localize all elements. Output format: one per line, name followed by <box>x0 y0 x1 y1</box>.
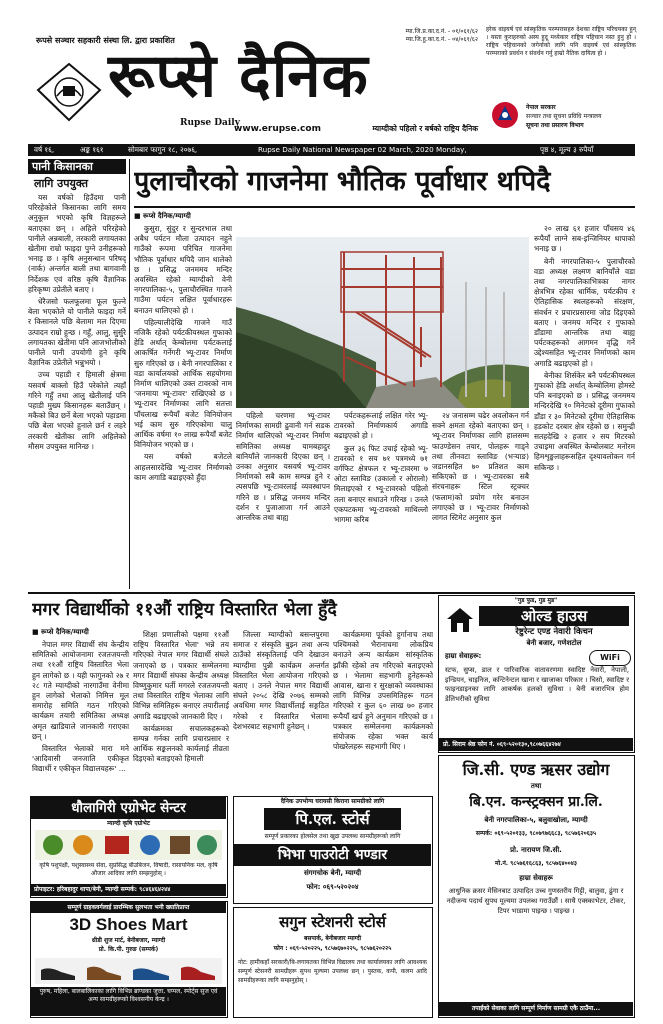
pl-stores-name: पि.एल. स्टोर्स <box>264 808 401 830</box>
gc-crusher-ad <box>438 755 635 1018</box>
gov-department: नेपाल सरकार <box>526 104 556 111</box>
date-english: Rupse Daily National Newspaper 02 March, 2020 Monday, <box>258 145 467 154</box>
left-article-body <box>28 193 126 585</box>
shoes-address: थ्रीडी शुज मार्ट, बेनीबजार, म्याग्दी <box>91 937 166 944</box>
gc-address: बेनी नगरपालिका-५, बलुवाखोला, म्याग्दी <box>484 816 588 824</box>
lead-paragraph: बेनी नगरपालिका-५ पुलाचौरको वडा अध्यक्ष लक्ष्मण बानियाँले वडा तथा नगरपालिकाभित्रका नागर क्षेत्रभित्र रहेका धार्मिक, पर्यटकीय र ऐतिहासिक स्थलहरूको संरक्षण, संवर्धन र प्रचारप्रसारमा जोड दिइएको बताए । जनमय मन्दिर र गुफाको डाँडामा आन्तरिक तथा बाह्य पर्यटकहरूको आगमन वृद्धि गर्ने उद्देश्यसहित भ्यू-टावर निर्माणको काम अगाडि बढाइएको हो । <box>534 256 635 368</box>
view-tower-photo <box>236 237 529 408</box>
fair-col-1 <box>32 640 129 786</box>
lead-paragraph: कुसुरा, सुंदुर र सुन्दरभाल तथा अबैध पर्यटन मौला उत्पादन नहुने गाउँको रूपमा परिचित गाजनेमा भौतिक पूर्वाधार थपिदै जान थालेको छ । प्रसिद्ध जनममय मन्दिर अवस्थित रहेको म्याग्दीको वेनी नगरपालिका-५, पुलाचौरस्थित गाजने गाउँमा पर्यटन लक्षित पूर्वाधारहरू बनाउन थालिएको हो । <box>134 224 232 315</box>
fair-paragraph: विस्तारित भेलाको मारा मने 'आदिवासी जनजाति एकीकृत विद्यार्थी र एकीकृत विद्यालयहरू' ... <box>32 744 129 774</box>
fair-paragraph: कार्यक्रमका सचालकहरूको सम्पन्न गर्नका लागि प्रचारप्रसार र आर्थिक सङ्कलनको कार्यलाई तीव्रता दिइएको बताइएको हिमाली <box>133 723 229 764</box>
fair-paragraph: नेपाल मगर विद्यार्थी संघ केन्द्रीय समितिको आयोजनामा रजतजयन्ती तथा ११औं राष्ट्रिय विस्तारित भेला हुन लागेको छ । यही फागुनको २७ र २८ गते म्याग्दीको नारगाउँमा वेनीमा हुन लागेको भेलाको निमित्त मूल समारोह समिति गठन गरिएको कार्यक्रम तयारी समितिका अध्यक्ष अमृत खाडियाले जानकारी गराएका छन् । <box>32 640 129 741</box>
gc-mid: तथा <box>530 782 542 790</box>
gc-services: आधुनिक क्रसर मेसिनबाट उत्पादित उच्च गुणस्तरीय गिट्टी, बालुवा, ढुंगा र नदीजन्य पदार्थ सुपथ मूल्यमा उपलब्ध गराउँछौं । साथै एक्स्काभेटर, टोकर, टिपर भाडामा पाइन्छ । पाइन्छ । <box>446 887 626 915</box>
lead-paragraph: २४ जनासम्म चढेर अवलोकन गर्न सक्ने क्षमता रहेको बताएका छन् । भ्यू-टावर निर्माणका लागि हालसम्म फाउण्डेसन तयार, पोलहरू गाड्ने तथा तीनवटा स्लाविङ (भऱ्याङ) जडानसहित ७० प्रतिशत काम सकिएको छ । भ्यू-टावरका सबै संरचनाहरू स्टिल स्ट्रक्चर (फलाम)को प्रयोग गरेर बनाउन लगाएको छ । भ्यू-टावर निर्माणको लागत स्टिमेट अनुसार कुल <box>432 411 529 523</box>
tagline: म्याग्दीको पहिलो र बर्षको राष्ट्रिय दैनिक <box>372 124 478 133</box>
registration-2: म्या.जि.हु.का.द.नं. - ०४/०६१/६२ <box>405 36 478 43</box>
shoes-description: पुरुष, महिला, बालबालिकाका लागि विभिन्न ब्राण्डका जुत्ता, चप्पल, स्पोर्ट्स सुज एवं अन्य सामग्रीहरूको विश्वसनीय केन्द्र । <box>31 987 226 1016</box>
newspaper-title-en: Rupse Daily <box>180 118 240 128</box>
lead-col-3 <box>334 411 428 589</box>
shoes-proprietor: प्रो. कि.पी. गुरुङ (सम्पर्क) <box>98 946 159 953</box>
lead-col-4 <box>432 411 529 589</box>
gc-line-1: जि.सी. एण्ड ऋसर उद्योग <box>462 760 610 779</box>
sagun-phone: फोन : ०६९-५२०२२५, ९८५७६७०२२५, ९८५७६२०२२५ <box>273 945 392 952</box>
newspaper-title: रूप्से दैनिक <box>108 41 369 111</box>
publisher-line: रूपसे सञ्चार सहकारी संस्था लि. द्वारा प्रकाशित <box>36 36 175 45</box>
nepal-government-emblem-icon <box>490 100 520 130</box>
issue-number: अङ्क १६१ <box>80 145 104 154</box>
lead-paragraph: पर्यटकहरूलाई लक्षित गरेर भ्यू-टावरको निर्माणकार्य अगाडि बढाइएको हो । <box>334 411 428 441</box>
fair-paragraph: शिक्षा प्रणालीको पक्षमा ११औं राष्ट्रिय विस्तारित भेला' भन्ने तय गरिएको नेपाल मगर विद्यार्थी संघले जनाएको छ । पत्रकार सम्मेलनमा मगर विद्यार्थी संघका केन्द्रीय अध्यक्ष विष्णुकुमार घर्ती मगरले रजतजयन्ती तथा विस्तारित राष्ट्रिय भेलाका लागि विभिन्न समितिहरू बनाएर तयारीलाई अगाडि बढाइएको जानकारी दिए । <box>133 630 229 721</box>
lead-paragraph: पहिलो चरणमा भ्यू-टावर निर्माणका सामग्री ढुवानी गर्न सडक निर्माण थालिएको भ्यू-टावर निर्माण समितिका अध्यक्ष यामबहादुर बानियाँले जानकारी दिएका छन् । उनका अनुसार यसवर्ष भ्यू-टावर निर्माणको सबै काम सम्पन्न हुने र त्यसपछि भ्यू-टावरलाई व्यवस्थापन गरिने छ । प्रसिद्ध जनमय मन्दिर दर्शन र पुजाआजा गर्न आउने आन्तरिक तथा बाह्य <box>236 411 330 523</box>
shoes-top-line: सम्पूर्ण ग्राहकवर्गलाई प्रारम्भिक सुलभता भनी ख्यातिप्राप्त <box>31 902 226 913</box>
fair-paragraph: कार्यक्रममा पूर्वको हुर्गानाच तथा पश्चिमको भैरानाचमा लोकप्रिय बनाउने अन्य कार्यक्रम सांस्कृतिक झाँकी रहेको तय गरिएको बताइएको छ । भेलामा सहभागी हुनेहरूको आवास, खाना र सुरक्षाको व्यवस्थाका लागि विभिन्न उपसमितिहरू गठन गरिएको र कुल ६० लाख ७० हजार रूपैयाँ खर्च हुने अनुमान गरिएको छ । पत्रकार सम्मेलनमा कार्यक्रमको संयोजक रहेका भक्त कार्य पोखरेलहरू सहभागी थिए । <box>333 630 433 752</box>
gc-proprietor: प्रो. नारायण जि.सी. <box>510 846 562 854</box>
gov-office: सूचना तथा प्रसारण विभाग <box>526 122 584 129</box>
pl-subtitle: सम्पूर्ण प्रकारका होलसेल तथा खुद्रा उपलब्ध सामग्रीहरूको लागि <box>264 833 401 840</box>
lead-col-2 <box>236 411 330 589</box>
gc-line-2: बि.एन. कन्स्ट्रक्सन प्रा.लि. <box>469 794 603 810</box>
registration-1: म्या.जि.प्र.का.द.नं. - ०१/०६१/६२ <box>405 28 478 35</box>
fair-byline: ■ रूप्से दैनिक/म्याग्दी <box>32 628 89 636</box>
sagun-stationery-ad <box>233 907 433 1018</box>
government-notice: हरेक वाइयर्ष एवं सांस्कृतिक परम्परासहरु देशका राष्ट्रिय परिचयका हुन् । यस्ता कुराहरुको अस्य हुदू मध्येकार राष्ट्रिय पहिचान नस्त हुनु हो । राष्ट्रिय पहिचानको जगेर्नाको लागि पनि वाइयर्ष एवं सांस्कृतिक परम्पराको प्रवर्धन र संवर्धन गर्नु हाम्रो नैतिक दायित्व हो । <box>486 26 636 57</box>
old-house-slogan: "गुड फुड, गुड मुड" <box>514 597 558 604</box>
sagun-address: बसपार्क, बेनीबजार म्याग्दी <box>303 935 362 942</box>
dhaulagiri-description: कृषि पशुपंक्षी, पशुस्वास्थ्य सेवा, सुप्रसिद्ध बीउबिजन, विषादी, रासायनिक मल, कृषि औजार आदिका लागि सम्झनुहोस् । <box>39 862 218 877</box>
gc-footer: तपाईंको सेवाका लागि सम्पूर्ण निर्माण सामग्री एकै ठाउँमा... <box>439 1002 633 1016</box>
lead-col-5 <box>534 224 635 590</box>
shoes-image <box>35 958 222 984</box>
headline-rule <box>134 206 635 208</box>
fair-headline: मगर विद्यार्थीको ११औं राष्ट्रिय विस्तारित भेला हुँदै <box>32 600 337 620</box>
old-house-ad <box>438 595 635 753</box>
left-article-heading-1: पानी किसानका <box>28 159 126 174</box>
shoes-mart-name: 3D Shoes Mart <box>69 915 188 934</box>
sagun-name: सगुन स्टेशनरी स्टोर्स <box>279 913 386 931</box>
old-house-contact: प्रो. सिराम श्रेष्ठ फोन नं. ०६९-५२०१३०,९८०७६६४२७४ <box>439 738 633 751</box>
page-price: पृष्ठ ४, मूल्य ३ रुपैयाँ <box>540 145 594 154</box>
website[interactable]: www.erupse.com <box>234 124 321 134</box>
date-nepali: सोमबार फागुन १८, २०७६, <box>128 145 198 154</box>
fair-paragraph: जिल्ला म्याग्दीको बसन्तपुरमा समाज र संस्कृति बुझ्न तथा अन्य ठाउँको संस्कृतिलाई पनि देखाउन म्याग्दीमा पुन्नी कार्यक्रम अन्तर्गत विस्तारित भेला आयोजना गरिएको बताए । उनले नेपाल मगर विद्यार्थी संघले २०५८ देखि २०७६ सम्मको अवधिमा मगर विद्यार्थीलाई सङ्गठित गरेको र विस्तारित भेलामा देशभरबाट सहभागी हुनेछन् । <box>233 630 329 731</box>
gov-ministry: सञ्चार तथा सूचना प्रविधि मन्त्रालय <box>526 113 602 120</box>
lead-paragraph: कुल ३६ फिट उचाई रहेको भ्यू-टावरको १ सय ७१ पत्रमध्ये ७१ वर्गफिट क्षेत्रफल र भ्यू-टावरमा ७ ओटा स्लाविङ (उकालो र ओरालो) मिलाइएको र भ्यू-टावरको पहिलो तला बनाएर सधाउने गरिन्छ । उनले एकपटकमा भ्यू-टावरको माथिल्लो भागमा करिब <box>334 443 428 525</box>
old-house-name: ओल्ड हाउस <box>479 606 629 626</box>
dateline-bar <box>28 144 635 156</box>
wifi-icon: WiFi <box>589 650 631 666</box>
lead-headline: पुलाचौरको गाजनेमा भौतिक पूर्वाधार थपिदै <box>134 166 551 197</box>
pl-address: संगगचोक बेनी, म्याग्दी <box>303 869 362 877</box>
fair-col-4 <box>333 630 433 786</box>
lead-paragraph: पहिल्यालीदेखि गाजने गाउँ नजिकै रहेको पर्यटकीयस्थल गुफाको हेडि अर्थात् केम्बोलमा पर्यटकलाई आकर्षित गर्नेगरी भ्यू-टावर निर्माण सुरु गरिएको छ । बेनी नगरपालिका र वडा कार्यालयको आर्थिक सहयोगमा निर्माण थालिएको उक्त टावरको नाम 'जनमाया भ्यू-टावर' राखिएको छ । भ्यू-टावर निर्माणका लागि सतत्ता पाँचलाख रूपैयाँ बजेट विनियोजन भई काम सुरु गरिएकोमा चालु आर्थिक वर्षमा १० लाख रूपैयाँ बजेट विनियोजन भएको छ । <box>134 317 232 450</box>
left-article <box>28 159 126 589</box>
old-house-subtitle: रेष्टुरेन्ट एण्ड नेवारी किचन <box>515 627 593 637</box>
fair-col-2 <box>133 630 229 786</box>
old-house-location: बेनी बजार, गणेशटोल <box>526 639 582 647</box>
cooperative-emblem-icon <box>34 60 104 126</box>
old-house-services-heading: हाम्रा सेवाहरू: <box>445 652 482 660</box>
lead-paragraph: बेनीका शिर्सकेर बनै पर्यटकीयस्थल गुफाको हेडि अर्थात् केम्बोलिमा होमस्टे पनि बनाइएको छ । प्रसिद्ध जनममय मन्दिरदेखि १० मिनेटको दूरीमा गुफाको डाँडा र ३० मिनेटको दूरीमा ऐतिहासिक हडकोट दरबार क्षेत्र रहेको छ । समुन्द्री सतहदेखि २ हजार २ सय मिटरको उचाइमा अवस्थित केम्बोलबाट मनोरम हिमशृङ्खलाहरूसहित दृश्यावलोकन गर्न सकिन्छ । <box>534 370 635 472</box>
column-divider <box>129 159 130 589</box>
agro-products-image <box>35 830 222 860</box>
section-rule <box>28 592 635 594</box>
left-article-heading-2: लागि उपयुक्त <box>34 177 89 190</box>
lead-byline: ■ रूप्से दैनिक/म्याग्दी <box>134 212 191 220</box>
gc-phone: सम्पर्क: ०६९-५२०१३३, ९८०७९७६६८३, ९८५७६२०६३५ <box>475 830 597 837</box>
left-article-paragraph: यस वर्षको हिउँदमा पानी परिरहेकोले किसानका लागि समय अनुकूल भएको कृषि विज्ञहरूले बताएका छन् । अहिले परिरहेको पानीले अन्नबाली, तरकारी लगायतका खेतीमा राम्रो फाइदा पुग्ने उनीहरूको भनाइ छ । कृषि अनुसन्धान परिषद् (नार्क) अन्तर्गत बाली तथा बागवानी निर्देशक एवं वरिष्ठ कृषि वैज्ञानिक हरिकृष्ण उप्रेतीले बताए । <box>28 193 126 294</box>
lead-paragraph: २० लाख ६१ हजार पाँचसय ४६ रूपैयाँ लाग्ने सब-इन्जिनियर थापाको भनाइ छ । <box>534 224 635 254</box>
old-house-services: स्टफ, सुप्स, डाल र पारिवारिक वातावरणमा स्वादिष्ट नेवारी, नेपाली, इन्डियन, चाइनिज, कन्टिनेन्टल खाना र खाजाका परिकार । चिसो, स्वादिष्ट र फाइनडाइनका लागि आकर्षक हलको सुविधा । बेनी बजारभित्र होम डेलिभरीको सुविधा <box>445 666 629 703</box>
house-icon <box>445 606 475 634</box>
left-article-paragraph: उच्च पहाडी र हिमाली क्षेत्रमा यसवर्ष बाक्लो हिउँ परेकोले त्यहाँ गरिने गहुँ तथा आलु खेतीलाई पनि पहाडी मुख्य किसानहरू बताउँछन् । मकैको बिउ छर्ने बेला भएको पहाडमा पछि बेला भएको हुनाले छर्न र लहरे तरकारी खेतीका लागि अहिलेको मौसम उपयुक्त मानिन्छ । <box>28 370 126 451</box>
fair-col-3 <box>233 630 329 786</box>
sagun-description: नोट: हामीकहाँ सरकारी/बि-लगायतका विभिन्न विद्यालय तथा कार्यालयका लागि आवश्यक सम्पूर्ण स्टेसनरी सामग्रीहरू सुपथ मूल्यमा उपलब्ध छन् । पुस्तक, कपी, कलम आदि सामग्रीहरूका लागि सम्झनुहोस् । <box>238 959 427 984</box>
masthead <box>28 26 635 142</box>
viva-bakery-name: भिभा पाउरोटी भण्डार <box>234 844 431 866</box>
shoes-mart-ad <box>30 901 228 1018</box>
dhaulagiri-contact: प्रोपाइटर: हरिबहादुर थापा/बेनी, म्याग्दी सम्पर्क: ९८४६४६४२४४ <box>31 884 226 896</box>
pl-stores-ad <box>233 796 433 904</box>
dhaulagiri-name: धौलागिरी एग्रोभेट सेन्टर <box>31 797 226 819</box>
gc-mobile: मो.नं. ९८५७६१६८६३, ९८५७६४००४३ <box>495 860 577 867</box>
lead-col-1 <box>134 224 232 590</box>
pl-top-line: दैनिक उपभोग्य घरायसी किराना सामग्रीको लागि <box>280 798 385 805</box>
lead-paragraph: यस वर्षको बजेटले आहलसारदेखि भ्यू-टावर निर्माणको काम अगाडि बढाइएको हुँदा <box>134 452 232 482</box>
dhaulagiri-subtitle: म्याग्दी कृषि एग्रोभेट <box>107 820 150 827</box>
pl-phone: फोन: ०६९-५२०२०४ <box>306 883 359 891</box>
left-article-paragraph: धेरैजसो फलफूलमा फूल फुल्ने बेला भएकोले यो पानीले फाइदा गर्ने र किसानले पछि बेलामा मल दिएमा उत्पादन राम्रो हुन्छ । गहुँ, आलु, सुर्सुरे लगायतका खेतीमा पनि आजभोलीको पानीले पानी उपयोगी हुने कृषि वैज्ञानिक उप्रेतीले भन्नुभयो । <box>28 297 126 368</box>
volume: वर्ष १६, <box>34 145 55 154</box>
dhaulagiri-agrovet-ad <box>30 796 228 898</box>
gc-services-heading: हाम्रा सेवाहरू <box>519 874 553 882</box>
